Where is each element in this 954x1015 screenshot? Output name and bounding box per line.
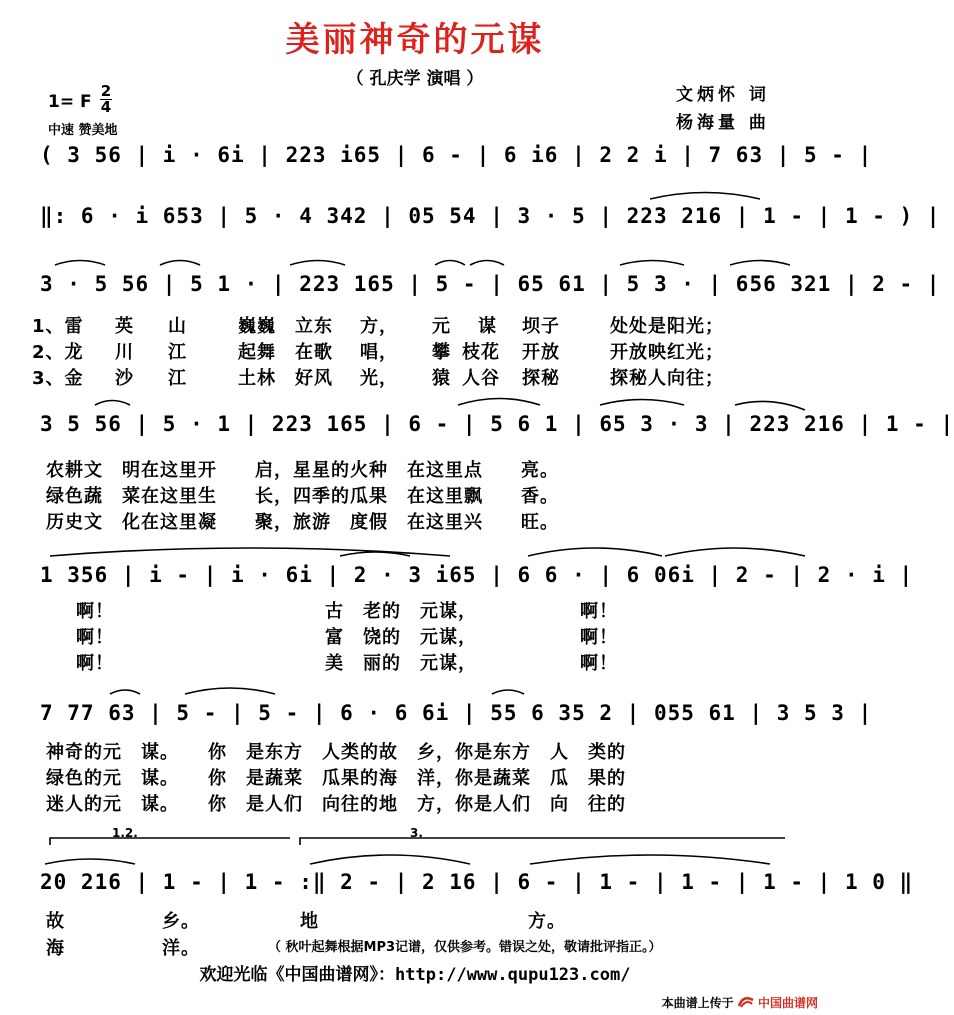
lyrics-line-6-verse-1: 神奇的元 谋。 你 是东方 人类的故 乡，你是东方 人 类的 (46, 742, 626, 763)
lyric-word: 唱， (360, 342, 398, 363)
lyric-word: 地 (300, 911, 319, 932)
lyric-word: 枝花 (462, 342, 500, 363)
lyric-word: 3、金 (32, 368, 84, 389)
slur-mark (600, 400, 684, 406)
time-signature-top: 2 (100, 82, 112, 100)
slur-mark (735, 401, 805, 410)
slur-mark (45, 859, 135, 864)
composer-credit: 杨海量 曲 (676, 113, 770, 133)
slur-mark (160, 261, 200, 266)
slur-mark (730, 261, 790, 266)
lyric-word: 海 (46, 938, 65, 959)
score-line-7: 20 216 | 1 - | 1 - :‖ 2 - | 2 16 | 6 - | 1 - | 1 - | 1 - | 1 0 ‖ (40, 870, 914, 894)
lyric-word: 故 (46, 911, 65, 932)
lyric-word: 探秘 (522, 368, 560, 389)
upload-credit-text: 本曲谱上传于 (661, 996, 734, 1010)
lyric-word: 啊！ (76, 653, 114, 674)
lyric-word: 好风 (295, 368, 333, 389)
lyric-word: 处处是阳光； (610, 316, 724, 337)
slur-mark (470, 261, 504, 266)
lyric-word: 方， (360, 316, 398, 337)
lyric-word: 沙 (115, 368, 134, 389)
tempo-marking: 中速 赞美地 (48, 123, 118, 138)
lyric-word: 开放映红光； (610, 342, 724, 363)
lyrics-line-4-verse-3: 历史文 化在这里凝 聚，旅游 度假 在这里兴 旺。 (46, 512, 559, 533)
lyric-word: 富 饶的 元谋， (325, 627, 477, 648)
volta-bracket (50, 838, 290, 845)
slur-mark (530, 855, 770, 864)
lyric-word: 啊！ (580, 653, 618, 674)
performer-subtitle: （ 孔庆学 演唱 ） (346, 69, 484, 89)
slur-mark (95, 401, 130, 406)
site-logo-text: 中国曲谱网 (757, 996, 818, 1010)
score-line-3: 3 · 5 56 | 5 1 · | 223 165 | 5 - | 65 61 | 5 3 · | 656 321 | 2 - | (40, 272, 941, 296)
lyric-word: 乡。 (162, 911, 200, 932)
lyric-word: 光， (360, 368, 398, 389)
lyric-word: 1、雷 (32, 316, 84, 337)
volta-bracket (300, 838, 785, 845)
lyric-word: 啊！ (580, 627, 618, 648)
transcription-note: （ 秋叶起舞根据MP3记谱，仅供参考。错误之处，敬请批评指正。） (268, 940, 662, 955)
lyric-word: 人谷 (462, 368, 500, 389)
slur-mark (620, 261, 684, 266)
lyric-word: 啊！ (76, 601, 114, 622)
lyric-word: 开放 (522, 342, 560, 363)
score-line-6: 7 77 63 | 5 - | 5 - | 6 · 6 6i | 55 6 35 2 | 055 61 | 3 5 3 | (40, 701, 873, 725)
slur-mark (290, 261, 345, 266)
lyric-word: 2、龙 (32, 342, 84, 363)
lyric-word: 英 (115, 316, 134, 337)
lyric-word: 方。 (528, 911, 566, 932)
lyrics-line-4-verse-1: 农耕文 明在这里开 启，星星的火种 在这里点 亮。 (46, 460, 559, 481)
lyric-word: 美 丽的 元谋， (325, 653, 477, 674)
lyrics-line-6-verse-2: 绿色的元 谋。 你 是蔬菜 瓜果的海 洋，你是蔬菜 瓜 果的 (46, 768, 626, 789)
lyrics-line-4-verse-2: 绿色蔬 菜在这里生 长，四季的瓜果 在这里飘 香。 (46, 486, 559, 507)
lyric-word: 猿 (432, 368, 451, 389)
lyrics-line-6-verse-3: 迷人的元 谋。 你 是人们 向往的地 方，你是人们 向 往的 (46, 794, 626, 815)
slur-mark (458, 399, 540, 406)
score-line-2: ‖: 6 · i 653 | 5 · 4 342 | 05 54 | 3 · 5 | 223 216 | 1 - | 1 - ) | (40, 204, 941, 228)
time-signature-bottom: 4 (100, 98, 112, 116)
lyric-word: 谋 (478, 316, 497, 337)
lyric-word: 江 (168, 342, 187, 363)
slur-mark (55, 261, 105, 266)
lyric-word: 土林 (238, 368, 276, 389)
song-title: 美丽神奇的元谋 (285, 20, 545, 60)
slur-mark (665, 548, 805, 556)
lyric-word: 啊！ (580, 601, 618, 622)
lyric-word: 巍巍 (238, 316, 276, 337)
slur-mark (492, 690, 524, 694)
key-signature: 1= F (48, 92, 92, 112)
lyric-word: 洋。 (162, 938, 200, 959)
lyric-word: 在歌 (295, 342, 333, 363)
score-line-4: 3 5 56 | 5 · 1 | 223 165 | 6 - | 5 6 1 | 65 3 · 3 | 223 216 | 1 - | (40, 412, 954, 436)
lyric-word: 川 (115, 342, 134, 363)
lyric-word: 元 (432, 316, 451, 337)
slur-mark (310, 855, 470, 864)
lyric-word: 探秘人向往； (610, 368, 724, 389)
slur-mark (110, 690, 140, 694)
score-line-5: 1 356 | i - | i · 6i | 2 · 3 i65 | 6 6 · | 6 06i | 2 - | 2 · i | (40, 563, 914, 587)
slur-mark (528, 548, 662, 556)
volta-third-ending-label: 3. (410, 826, 423, 840)
lyric-word: 山 (168, 316, 187, 337)
lyric-word: 立东 (295, 316, 333, 337)
slur-mark (185, 688, 275, 694)
volta-first-ending-label: 1.2. (112, 826, 138, 840)
lyric-word: 古 老的 元谋， (325, 601, 477, 622)
slur-mark (435, 261, 465, 266)
slur-mark (650, 193, 760, 200)
lyric-word: 攀 (432, 342, 451, 363)
lyricist-credit: 文炳怀 词 (676, 85, 770, 105)
lyric-word: 起舞 (238, 342, 276, 363)
lyric-word: 江 (168, 368, 187, 389)
lyric-word: 啊！ (76, 627, 114, 648)
score-line-1: ( 3 56 | i · 6i | 223 i65 | 6 - | 6 i6 | 2 2 i | 7 63 | 5 - | (40, 143, 873, 167)
lyric-word: 坝子 (522, 316, 560, 337)
site-footer-text: 欢迎光临《中国曲谱网》：http://www.qupu123.com/ (199, 965, 631, 985)
